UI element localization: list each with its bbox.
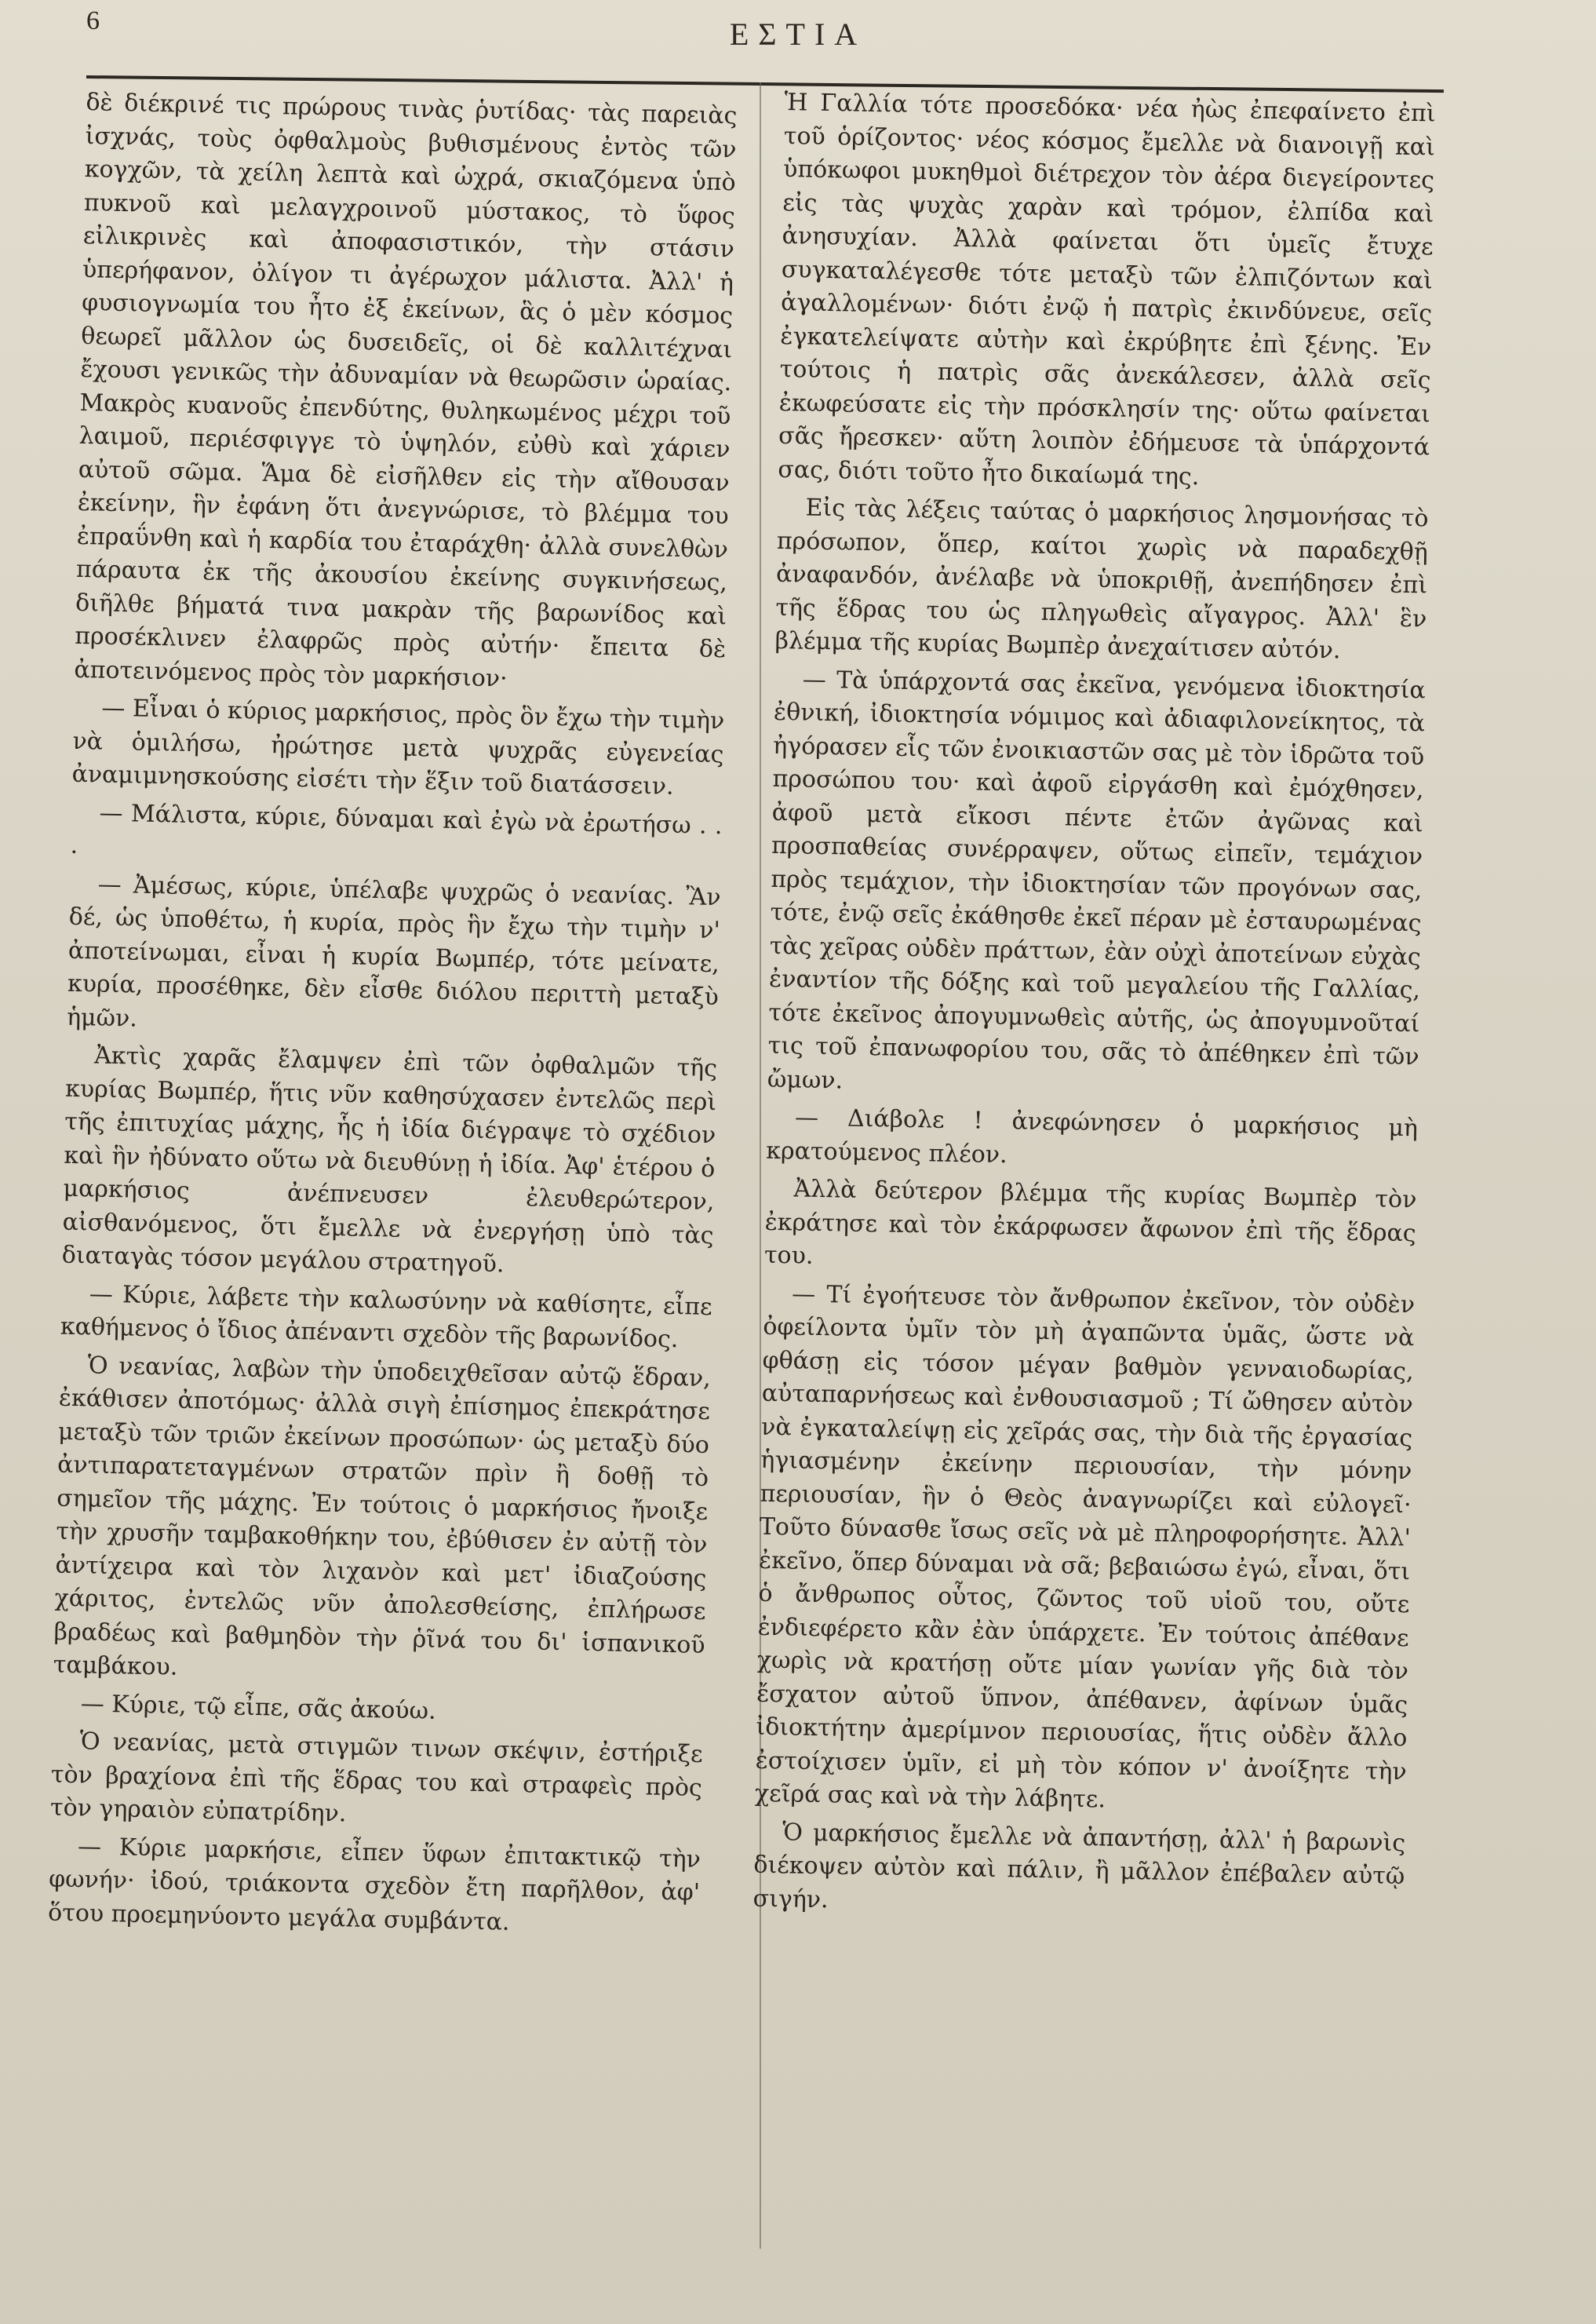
paragraph: Ὁ μαρκήσιος ἔμελλε νὰ ἀπαντήσῃ, ἀλλ' ἡ βαρωνὶς διέκοψεν αὐτὸν καὶ πάλιν, ἢ μᾶλλον ἐπέβαλεν αὐτῷ σιγήν. xyxy=(752,1818,1406,1914)
paragraph: Ἀλλὰ δεύτερον βλέμμα τῆς κυρίας Βωμπὲρ τὸν ἐκράτησε καὶ τὸν ἐκάρφωσεν ἄφωνον ἐπὶ τῆς ἕδρας του. xyxy=(763,1175,1417,1270)
paragraph: — Μάλιστα, κύριε, δύναμαι καὶ ἐγὼ νὰ ἐρωτήσω . . . xyxy=(70,799,723,859)
page-header xyxy=(0,0,1596,78)
paragraph: — Ἀμέσως, κύριε, ὑπέλαβε ψυχρῶς ὁ νεανίας. Ἂν δέ, ὡς ὑποθέτω, ἡ κυρία, πρὸς ἣν ἔχω τὴν τιμὴν ν' ἀποτείνωμαι, εἶναι ἡ κυρία Βωμπέρ, τότε μείνατε, κυρία, προσέθηκε, δὲν εἶσθε διόλου περιττὴ μεταξὺ ἡμῶν. xyxy=(66,870,721,1033)
paragraph: — Τὰ ὑπάρχοντά σας ἐκεῖνα, γενόμενα ἰδιοκτησία ἐθνική, ἰδιοκτησία νόμιμος καὶ ἀδιαφιλονείκητος, τὰ ἠγόρασεν εἷς τῶν ἐνοικιαστῶν σας μὲ τὸν ἱδρῶτα τοῦ προσώπου του· καὶ ἀφοῦ εἰργάσθη καὶ ἐμόχθησεν, ἀφοῦ μετὰ εἴκοσι πέντε ἐτῶν ἀγῶνας καὶ προσπαθείας συνέρραψεν, οὕτως εἰπεῖν, τεμάχιον πρὸς τεμάχιον, τὴν ἰδιοκτησίαν τῶν προγόνων σας, τότε, ἐνῷ σεῖς ἐκάθησθε ἐκεῖ πέραν μὲ ἐσταυρωμένας τὰς χεῖρας οὐδὲν πράττων, ἐὰν οὐχὶ ἀποτείνων εὐχὰς ἐναντίον τῆς δόξης καὶ τοῦ μεγαλείου τῆς Γαλλίας, τότε ἐκεῖνος ἀπογυμνωθεὶς αὐτῆς, ὡς ἀπογυμνοῦταί τις τοῦ ἐπανωφορίου του, σᾶς τὸ ἀπέθηκεν ἐπὶ τῶν ὤμων. xyxy=(767,666,1427,1094)
paragraph: — Διάβολε ! ἀνεφώνησεν ὁ μαρκήσιος μὴ κρατούμενος πλέον. xyxy=(766,1104,1419,1169)
paragraph: Εἰς τὰς λέξεις ταύτας ὁ μαρκήσιος λησμονήσας τὸ πρόσωπον, ὅπερ, καίτοι χωρὶς νὰ παραδεχθῇ ἀναφανδόν, ἀνέλαβε νὰ ὑποκριθῇ, ἀνεπήδησεν ἐπὶ τῆς ἕδρας του ὡς πληγωθεὶς αἴγαγρος. Ἀλλ' ἓν βλέμμα τῆς κυρίας Βωμπὲρ ἀνεχαίτισεν αὐτόν. xyxy=(774,494,1429,665)
paragraph: — Τί ἐγοήτευσε τὸν ἄνθρωπον ἐκεῖνον, τὸν οὐδὲν ὀφείλοντα ὑμῖν τὸν μὴ ἀγαπῶντα ὑμᾶς, ὥστε νὰ φθάσῃ εἰς τόσον μέγαν βαθμὸν γενναιοδωρίας, αὐταπαρνήσεως καὶ ἐνθουσιασμοῦ ; Τί ὤθησεν αὐτὸν νὰ ἐγκαταλείψῃ εἰς χεῖράς σας, τὴν διὰ τῆς ἐργασίας ἡγιασμένην ἐκείνην περιουσίαν, τὴν μόνην περιουσίαν, ἣν ὁ Θεὸς ἀναγνωρίζει καὶ εὐλογεῖ· Τοῦτο δύνασθε ἴσως σεῖς νὰ μὲ πληροφορήσητε. Ἀλλ' ἐκεῖνο, ὅπερ δύναμαι νὰ σᾶ; βεβαιώσω ἐγώ, εἶναι, ὅτι ὁ ἄνθρωπος οὗτος, ζῶντος τοῦ υἱοῦ του, οὔτε ἐνδιεφέρετο κἂν ἐὰν ὑπάρχετε. Ἐν τούτοις ἀπέθανε χωρὶς νὰ κρατήσῃ οὔτε μίαν γωνίαν γῆς διὰ τὸν ἔσχατον αὐτοῦ ὕπνον, ἀπέθανεν, ἀφίνων ὑμᾶς ἰδιοκτήτην ἀμερίμνον περιουσίας, ἥτις οὐδὲν ἄλλο ἐστοίχισεν ὑμῖν, εἰ μὴ τὸν κόπον ν' ἀνοίξητε τὴν χεῖρά σας καὶ νὰ τὴν λάβητε. xyxy=(754,1279,1416,1814)
left-column xyxy=(48,86,738,1948)
paragraph: Ἀκτὶς χαρᾶς ἔλαμψεν ἐπὶ τῶν ὀφθαλμῶν τῆς κυρίας Βωμπέρ, ἥτις νῦν καθησύχασεν ἐντελῶς περὶ τῆς ἐπιτυχίας μάχης, ἧς ἡ ἰδία διέγραψε τὸ σχέδιον καὶ ἣν ἠδύνατο οὕτω νὰ διευθύνῃ ἡ ἰδία. Ἀφ' ἑτέρου ὁ μαρκήσιος ἀνέπνευσεν ἐλευθερώτερον, αἰσθανόμενος, ὅτι ἔμελλε νὰ ἐνεργήσῃ ὑπὸ τὰς διαταγὰς τόσον μεγάλου στρατηγοῦ. xyxy=(61,1042,718,1279)
paragraph: δὲ διέκρινέ τις πρώρους τινὰς ῥυτίδας· τὰς παρειὰς ἰσχνάς, τοὺς ὀφθαλμοὺς βυθισμένους ἐντὸς τῶν κογχῶν, τὰ χείλη λεπτὰ καὶ ὠχρά, σκιαζόμενα ὑπὸ πυκνοῦ καὶ μελαγχροινοῦ μύστακος, τὸ ὕφος εἰλικρινὲς καὶ ἀποφασιστικόν, τὴν στάσιν ὑπερήφανον, ὀλίγον τι ἀγέρωχον μάλιστα. Ἀλλ' ἡ φυσιογνωμία του ἦτο ἐξ ἐκείνων, ἃς ὁ μὲν κόσμος θεωρεῖ μᾶλλον ὡς δυσειδεῖς, οἱ δὲ καλλιτέχναι ἔχουσι γενικῶς τὴν ἀδυναμίαν νὰ θεωρῶσιν ὡραίας. Μακρὸς κυανοῦς ἐπενδύτης, θυληκωμένος μέχρι τοῦ λαιμοῦ, περιέσφιγγε τὸ ὑψηλόν, εὐθὺ καὶ χάριεν αὐτοῦ σῶμα. Ἅμα δὲ εἰσῆλθεν εἰς τὴν αἴθουσαν ἐκείνην, ἣν ἐφάνη ὅτι ἀνεγνώρισε, τὸ βλέμμα του ἐπραΰνθη καὶ ἡ καρδία του ἐταράχθη· ἀλλὰ συνελθὼν πάραυτα ἐκ τῆς ἀκουσίου ἐκείνης συγκινήσεως, διῆλθε βήματά τινα μακρὰν τῆς βαρωνίδος καὶ προσέκλινεν ἐλαφρῶς πρὸς αὐτήν· ἔπειτα δὲ ἀποτεινόμενος πρὸς τὸν μαρκήσιον· xyxy=(74,88,738,692)
paragraph: Ὁ νεανίας, λαβὼν τὴν ὑποδειχθεῖσαν αὐτῷ ἕδραν, ἐκάθισεν ἀποτόμως· ἀλλὰ σιγὴ ἐπίσημος ἐπεκράτησε μεταξὺ τῶν τριῶν ἐκείνων προσώπων· ὡς μεταξὺ δύο ἀντιπαρατεταγμένων στρατῶν πρὶν ἢ δοθῇ τὸ σημεῖον τῆς μάχης. Ἐν τούτοις ὁ μαρκήσιος ἤνοιξε τὴν χρυσῆν ταμβακοθήκην του, ἐβύθισεν ἐν αὐτῇ τὸν ἀντίχειρα καὶ τὸν λιχανὸν καὶ μετ' ἰδιαζούσης χάριτος, ἐντελῶς νῦν ἀπολεσθείσης, ἐπλήρωσε βραδέως καὶ βαθμηδὸν τὴν ῥῖνά του δι' ἱσπανικοῦ ταμβάκου. xyxy=(53,1351,712,1681)
column-divider xyxy=(760,82,761,2249)
paragraph: — Κύριε, τῷ εἶπε, σᾶς ἀκούω. xyxy=(80,1689,436,1725)
paragraph: Ἡ Γαλλία τότε προσεδόκα· νέα ἠὼς ἐπεφαίνετο ἐπὶ τοῦ ὁρίζοντος· νέος κόσμος ἔμελλε νὰ διανοιγῇ καὶ ὑπόκωφοι μυκηθμοὶ διέτρεχον τὸν ἀέρα διεγείροντες εἰς τὰς ψυχὰς χαρὰν καὶ τρόμον, ἐλπίδα καὶ ἀνησυχίαν. Ἀλλὰ φαίνεται ὅτι ὑμεῖς ἔτυχε συγκαταλέγεσθε τότε μεταξὺ τῶν ἐλπιζόντων καὶ ἀγαλλομένων· διότι ἐνῷ ἡ πατρὶς ἐκινδύνευε, σεῖς ἐγκατελείψατε αὐτὴν καὶ ἐκρύβητε ἐπὶ ξένης. Ἐν τούτοις ἡ πατρὶς σᾶς ἀνεκάλεσεν, ἀλλὰ σεῖς ἐκωφεύσατε εἰς τὴν πρόσκλησίν της· οὕτω φαίνεται σᾶς ἤρεσκεν· αὕτη λοιπὸν ἐδήμευσε τὰ ὑπάρχοντά σας, διότι τοῦτο ἦτο δικαίωμά της. xyxy=(778,88,1436,491)
right-column xyxy=(752,86,1436,1932)
paragraph: Ὁ νεανίας, μετὰ στιγμῶν τινων σκέψιν, ἐστήριξε τὸν βραχίονα ἐπὶ τῆς ἕδρας του καὶ στραφεὶς πρὸς τὸν γηραιὸν εὐπατρίδην. xyxy=(49,1727,704,1828)
page-number: 6 xyxy=(86,6,100,35)
paragraph: — Κύριε, λάβετε τὴν καλωσύνην νὰ καθίσητε, εἶπε καθήμενος ὁ ἴδιος ἀπέναντι σχεδὸν τῆς βαρωνίδος. xyxy=(60,1279,712,1354)
running-title: ΕΣΤΙΑ xyxy=(729,16,867,52)
paragraph: — Κύριε μαρκήσιε, εἶπεν ὕφων ἐπιτακτικῷ τὴν φωνήν· ἰδού, τριάκοντα σχεδὸν ἔτη παρῆλθον, ἀφ' ὅτου προεμηνύοντο μεγάλα συμβάντα. xyxy=(47,1832,701,1936)
paragraph: — Εἶναι ὁ κύριος μαρκήσιος, πρὸς ὃν ἔχω τὴν τιμὴν νὰ ὁμιλήσω, ἠρώτησε μετὰ ψυχρᾶς εὐγενείας ἀναμιμνησκούσης εἰσέτι τὴν ἕξιν τοῦ διατάσσειν. xyxy=(71,694,725,801)
